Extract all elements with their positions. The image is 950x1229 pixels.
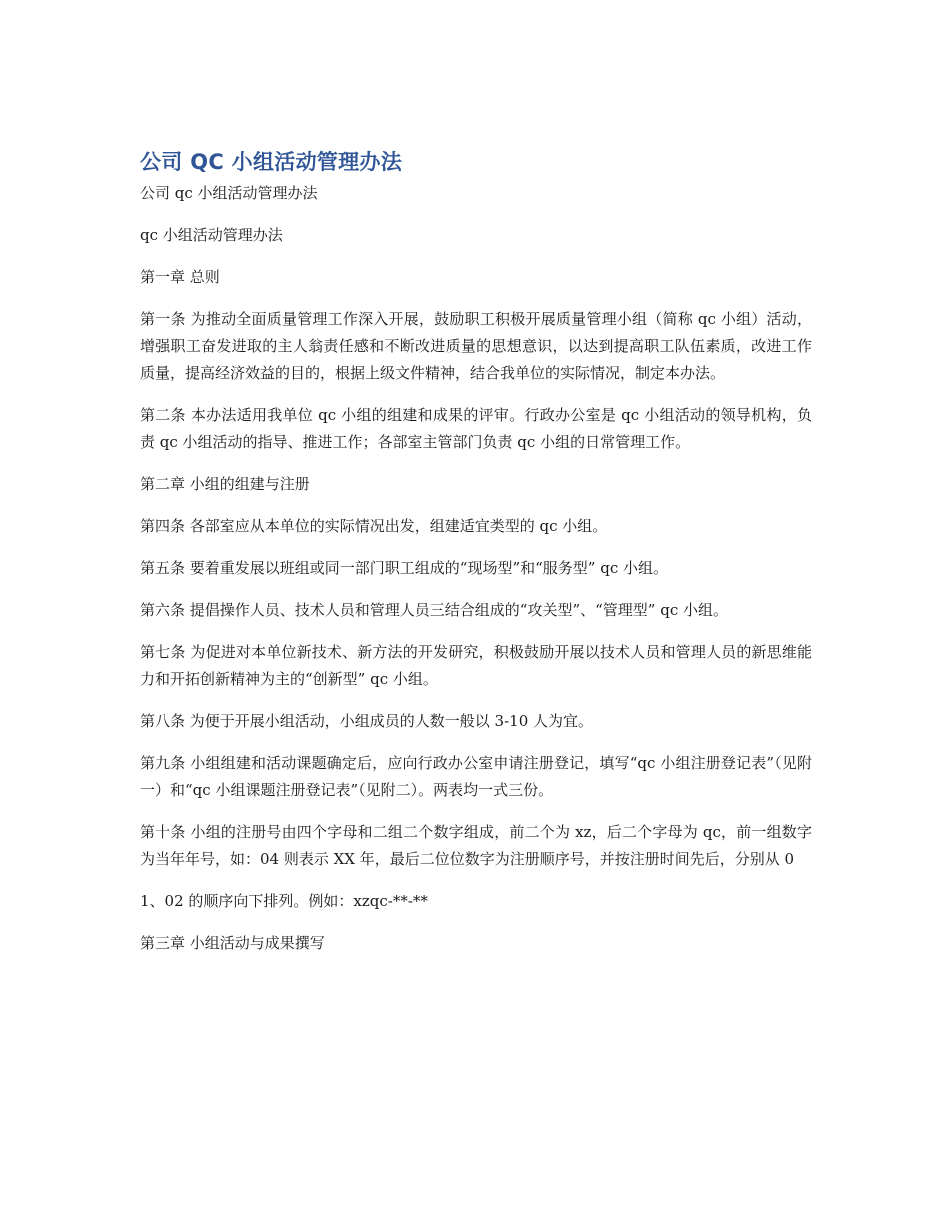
chapter-1-heading: 第一章 总则: [140, 268, 220, 286]
subtitle-paragraph: 公司 qc 小组活动管理办法: [140, 184, 318, 202]
article-1-paragraph: 第一条 为推动全面质量管理工作深入开展，鼓励职工积极开展质量管理小组（简称 qc 小组）活动，增强职工奋发进取的主人翁责任感和不断改进质量的思想意识，以达到提高职工队伍素质，改进工作质量，提高经济效益的目的，根据上级文件精神，结合我单位的实际情况，制定本办法。: [140, 310, 812, 382]
article-4-paragraph: 第四条 各部室应从本单位的实际情况出发，组建适宜类型的 qc 小组。: [140, 517, 608, 535]
article-10-continuation: 1、02 的顺序向下排列。例如：xzqc-**-**: [140, 892, 428, 910]
article-6-paragraph: 第六条 提倡操作人员、技术人员和管理人员三结合组成的“攻关型”、“管理型” qc 小组。: [140, 601, 728, 619]
document-title: 公司 QC 小组活动管理办法: [140, 150, 403, 174]
article-10-paragraph: 第十条 小组的注册号由四个字母和二组二个数字组成，前二个为 xz，后二个字母为 qc，前一组数字为当年年号，如：04 则表示 XX 年，最后二位位数字为注册顺序号，并按注册时间先后，分别从 0: [140, 823, 812, 868]
article-8-paragraph: 第八条 为便于开展小组活动，小组成员的人数一般以 3-10 人为宜。: [140, 712, 594, 730]
article-7-paragraph: 第七条 为促进对本单位新技术、新方法的开发研究，积极鼓励开展以技术人员和管理人员的新思维能力和开拓创新精神为主的“创新型” qc 小组。: [140, 643, 812, 688]
document-body: [140, 146, 812, 972]
article-5-paragraph: 第五条 要着重发展以班组或同一部门职工组成的“现场型”和“服务型” qc 小组。: [140, 559, 668, 577]
doc-name-paragraph: qc 小组活动管理办法: [140, 226, 283, 244]
chapter-2-heading: 第二章 小组的组建与注册: [140, 475, 310, 493]
chapter-3-heading: 第三章 小组活动与成果撰写: [140, 934, 325, 952]
article-9-paragraph: 第九条 小组组建和活动课题确定后，应向行政办公室申请注册登记，填写“qc 小组注册登记表”（见附一）和“qc 小组课题注册登记表”（见附二）。两表均一式三份。: [140, 754, 812, 799]
article-2-paragraph: 第二条 本办法适用我单位 qc 小组的组建和成果的评审。行政办公室是 qc 小组活动的领导机构，负责 qc 小组活动的指导、推进工作；各部室主管部门负责 qc 小组的日常管理工作。: [140, 406, 812, 451]
